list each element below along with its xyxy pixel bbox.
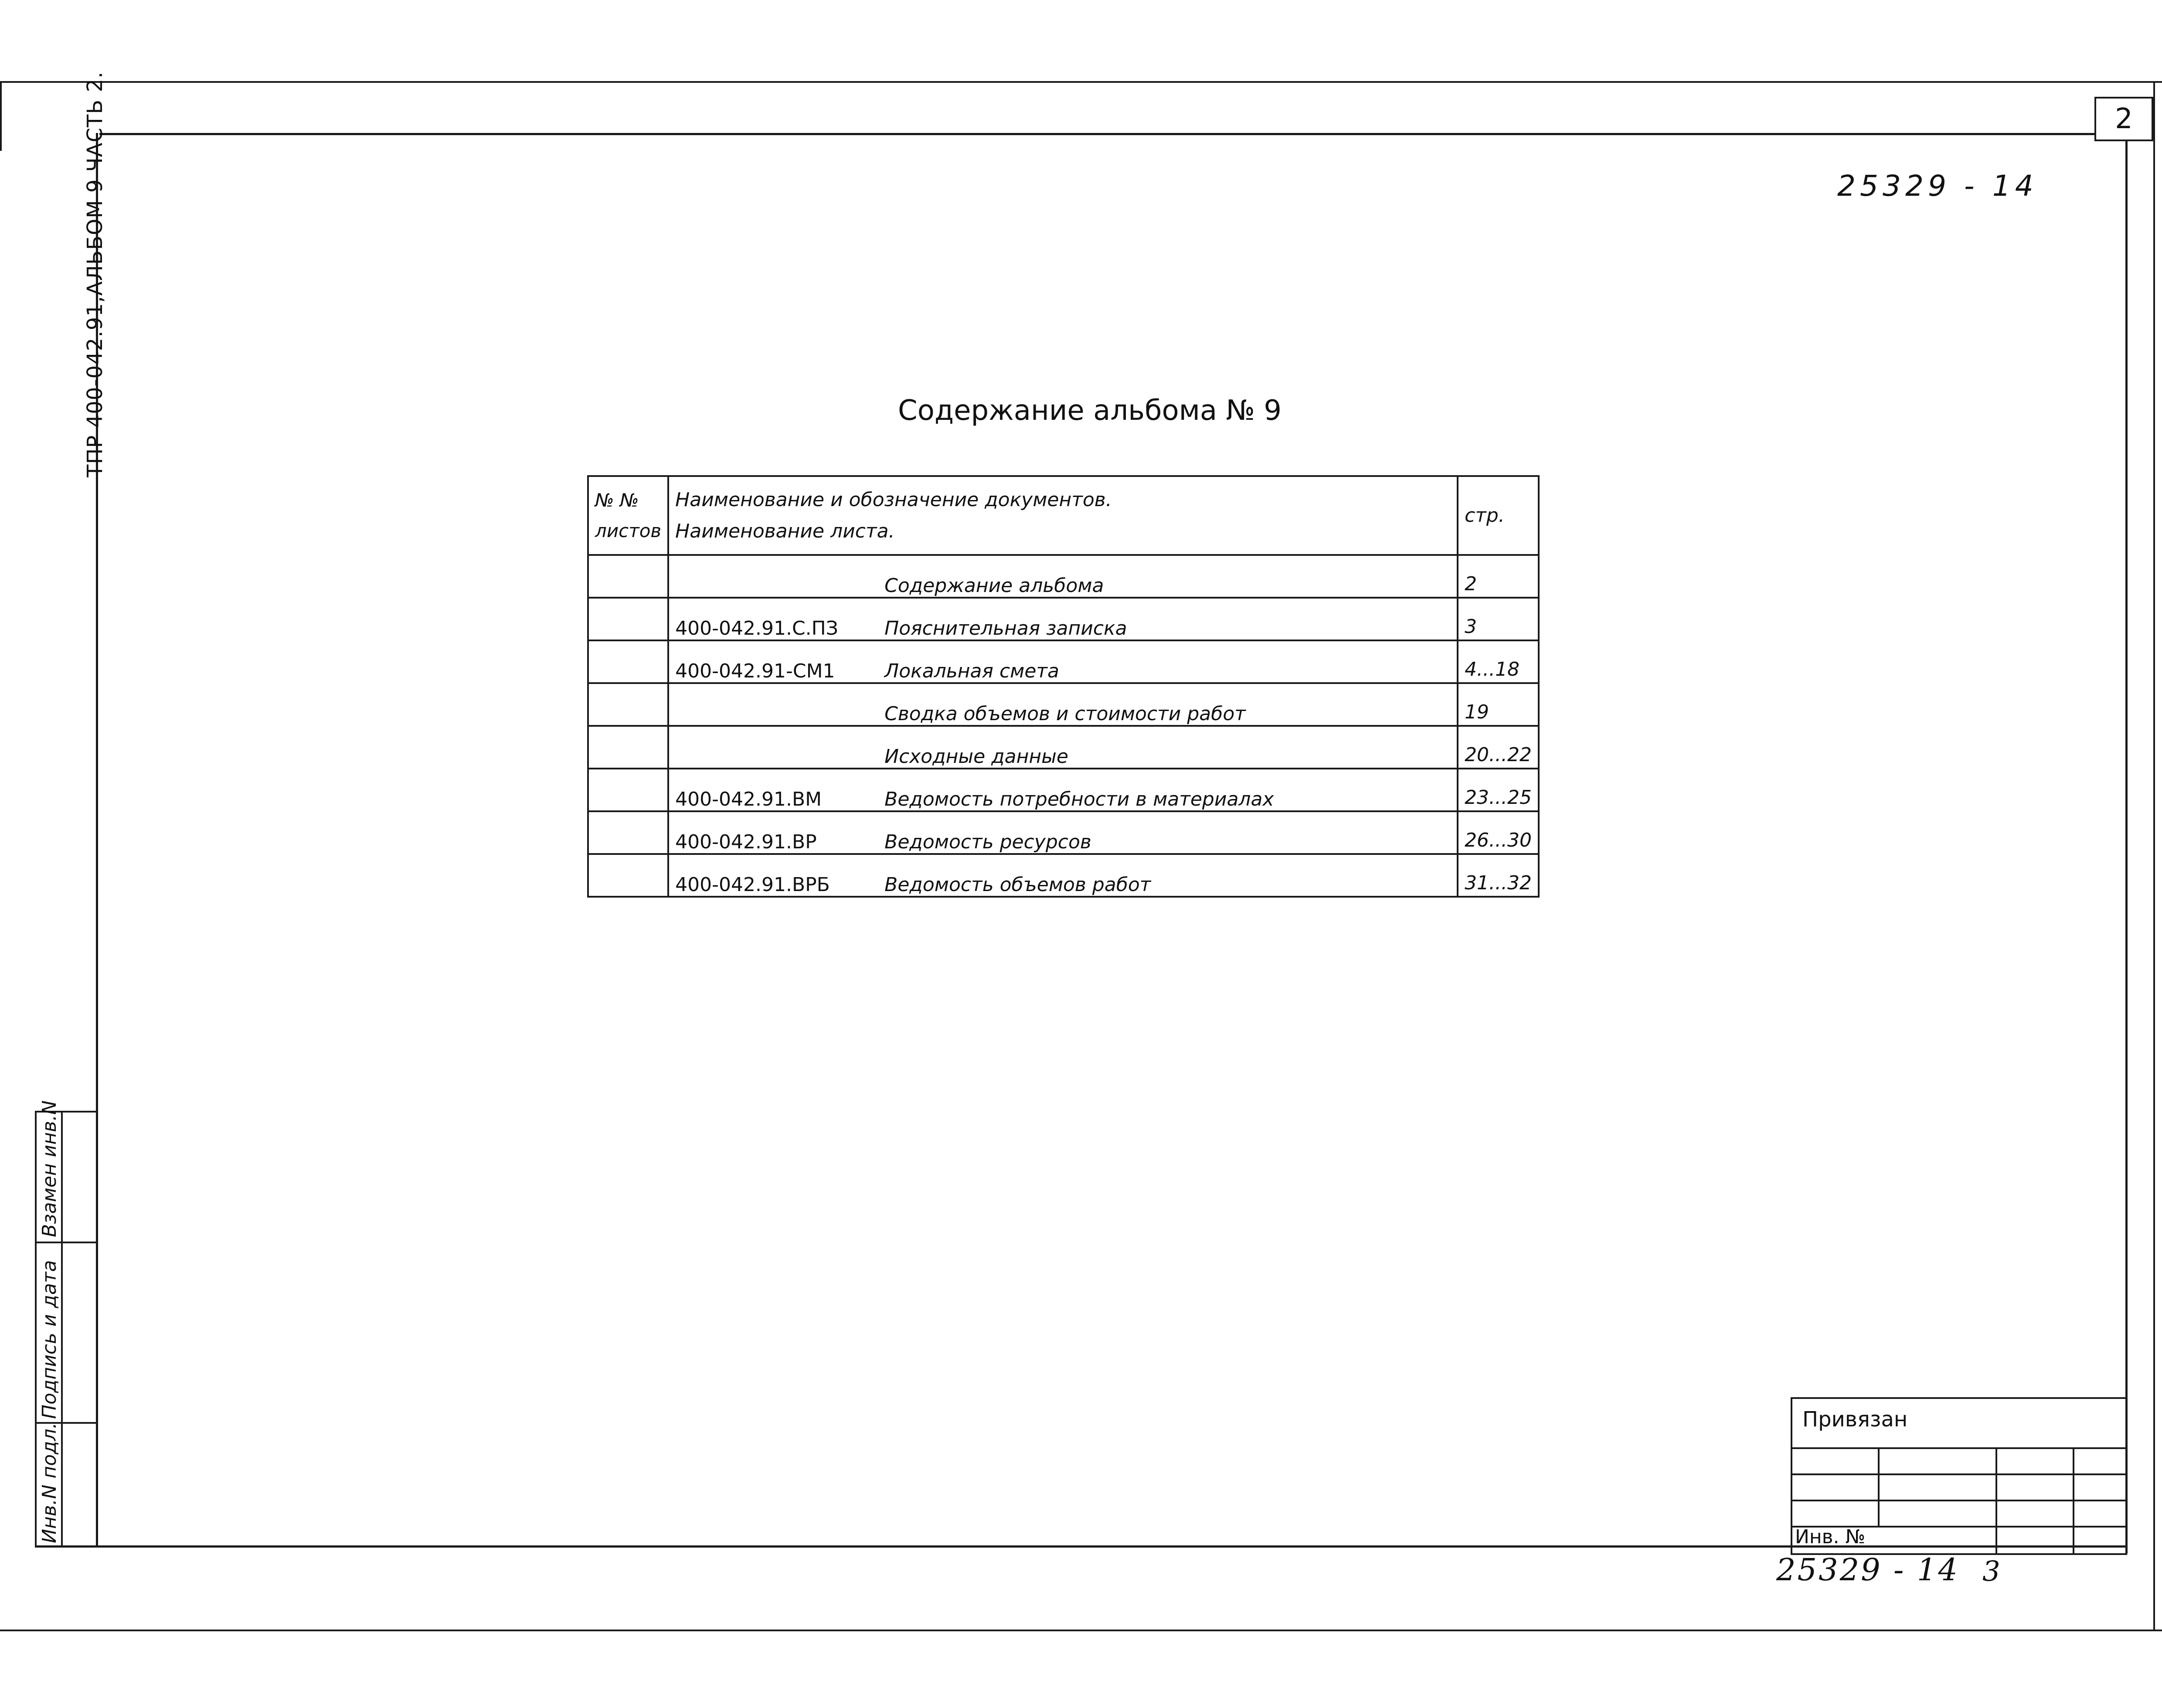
- row-name-cell: [668, 769, 1458, 811]
- stamp-line-v1: [35, 1111, 37, 1546]
- row-sheet-cell: [588, 598, 668, 640]
- row-name: Сводка объемов и стоимости работ: [884, 703, 1246, 725]
- row-page: 19: [1458, 683, 1539, 726]
- binding-v1: [1878, 1447, 1880, 1526]
- table-row: [588, 726, 1539, 769]
- row-code: 400-042.91.ВМ: [675, 788, 822, 810]
- row-name-cell: [668, 726, 1458, 769]
- row-name-cell: [668, 555, 1458, 598]
- stamp-inv-original: Инв.N подл.: [38, 1422, 61, 1543]
- row-page: 4...18: [1458, 640, 1539, 683]
- row-code: 400-042.91.ВРБ: [675, 874, 830, 896]
- row-code: 400-042.91.ВР: [675, 831, 817, 853]
- row-name-cell: [668, 683, 1458, 726]
- binding-v2: [1995, 1447, 1997, 1555]
- row-page: 26...30: [1458, 811, 1539, 854]
- header-document-name: [668, 476, 1458, 555]
- binding-left: [1791, 1397, 1792, 1555]
- header-sheet-numbers-label: № №: [595, 489, 639, 511]
- row-code: 400-042.91-СМ1: [675, 660, 835, 682]
- frame-right: [2125, 141, 2128, 1554]
- table-row: [588, 640, 1539, 683]
- row-page: 31...32: [1458, 854, 1539, 897]
- stamp-line-v2: [61, 1111, 63, 1546]
- stamp-line-h1: [35, 1242, 98, 1243]
- outer-border-top: [0, 81, 2162, 83]
- row-page: 23...25: [1458, 769, 1539, 811]
- stamp-replace-inv: Взамен инв.N: [38, 1100, 61, 1237]
- header-page: стр.: [1458, 476, 1539, 555]
- binding-v3: [2073, 1447, 2074, 1555]
- sheet-number-box: [2094, 97, 2153, 141]
- table-row: [588, 769, 1539, 811]
- row-name: Локальная смета: [884, 660, 1059, 682]
- row-name-cell: [668, 598, 1458, 640]
- album-title: Содержание альбома № 9: [898, 395, 1282, 427]
- header-name-line2: Наименование листа.: [675, 520, 895, 542]
- row-page: 2: [1458, 555, 1539, 598]
- table-row: [588, 811, 1539, 854]
- stamp-signature-date: Подпись и дата: [38, 1260, 61, 1419]
- row-code: 400-042.91.С.ПЗ: [675, 617, 838, 640]
- row-name: Ведомость потребности в материалах: [884, 788, 1274, 810]
- row-name: Исходные данные: [884, 745, 1068, 768]
- binding-top: [1791, 1397, 2127, 1399]
- outer-border-bottom: [0, 1630, 2162, 1631]
- handwritten-number: 3: [1982, 1555, 2000, 1588]
- row-name: Содержание альбома: [884, 575, 1104, 597]
- row-sheet-cell: [588, 854, 668, 897]
- row-page: 20...22: [1458, 726, 1539, 769]
- outer-border-right: [2153, 81, 2155, 1631]
- header-name-line1: Наименование и обозначение документов.: [675, 488, 1112, 511]
- binding-h2: [1791, 1473, 2127, 1475]
- table-row: [588, 555, 1539, 598]
- sheet-number: 2: [2115, 103, 2133, 135]
- side-title: ТПР 400-042.91,АЛЬБОМ 9 ЧАСТЬ 2.: [83, 71, 107, 477]
- row-page: 3: [1458, 598, 1539, 640]
- row-name: Пояснительная записка: [884, 617, 1127, 640]
- row-name: Ведомость ресурсов: [884, 831, 1091, 853]
- binding-inv-label: Инв. №: [1795, 1526, 1866, 1548]
- row-sheet-cell: [588, 683, 668, 726]
- document-code: 25329 - 14: [1837, 169, 2038, 203]
- binding-h3: [1791, 1500, 2127, 1501]
- row-sheet-cell: [588, 555, 668, 598]
- row-name-cell: [668, 640, 1458, 683]
- binding-label: Привязан: [1802, 1407, 1908, 1432]
- table-row: [588, 854, 1539, 897]
- table-header-row: [588, 476, 1539, 555]
- row-sheet-cell: [588, 811, 668, 854]
- row-sheet-cell: [588, 726, 668, 769]
- outer-border-left: [0, 81, 2, 151]
- table-row: [588, 683, 1539, 726]
- row-name-cell: [668, 854, 1458, 897]
- header-sheet-numbers: [588, 476, 668, 555]
- frame-top: [99, 133, 2095, 135]
- handwritten-code: 25329 - 14: [1776, 1552, 1959, 1588]
- row-sheet-cell: [588, 769, 668, 811]
- contents-table: [587, 475, 1540, 898]
- row-name: Ведомость объемов работ: [884, 874, 1151, 896]
- header-sheet-numbers-sub: листов: [595, 520, 662, 541]
- table-row: [588, 598, 1539, 640]
- row-sheet-cell: [588, 640, 668, 683]
- row-name-cell: [668, 811, 1458, 854]
- binding-h1: [1791, 1447, 2127, 1449]
